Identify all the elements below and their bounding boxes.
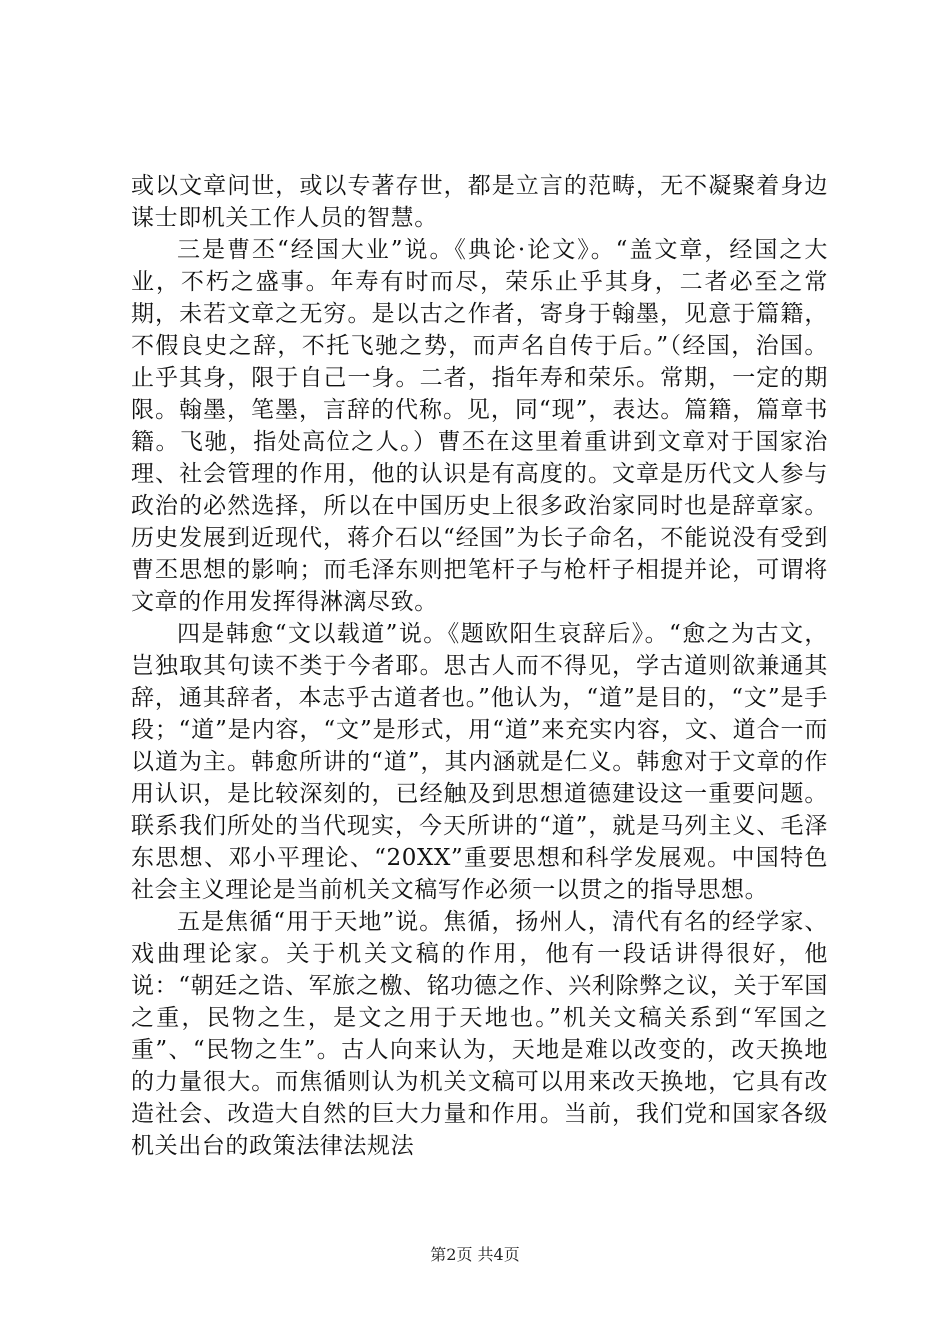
- paragraph-2: 三是曹丕“经国大业”说。《典论·论文》。“盖文章，经国之大业，不朽之盛事。年寿有时而尽，荣乐止乎其身，二者必至之常期，未若文章之无穷。是以古之作者，寄身于翰墨，见意于篇籍，不假良史之辞，不托飞驰之势，而声名自传于后。”（经国，治国。止乎其身，限于自己一身。二者，指年寿和荣乐。常期，一定的期限。翰墨，笔墨，言辞的代称。见，同“现”，表达。篇籍，篇章书籍。飞驰，指处高位之人。）曹丕在这里着重讲到文章对于国家治理、社会管理的作用，他的认识是有高度的。文章是历代文人参与政治的必然选择，所以在中国历史上很多政治家同时也是辞章家。历史发展到近现代，蒋介石以“经国”为长子命名，不能说没有受到曹丕思想的影响；而毛泽东则把笔杆子与枪杆子相提并论，可谓将文章的作用发挥得淋漓尽致。: [131, 237, 828, 615]
- page-footer: [0, 1245, 950, 1265]
- document-body: [131, 170, 828, 1162]
- paragraph-3: 四是韩愈“文以载道”说。《题欧阳生哀辞后》。“愈之为古文，岂独取其句读不类于今者耶。思古人而不得见，学古道则欲兼通其辞，通其辞者，本志乎古道者也。”他认为，“道”是目的，“文”是手段；“道”是内容，“文”是形式，用“道”来充实内容，文、道合一而以道为主。韩愈所讲的“道”，其内涵就是仁义。韩愈对于文章的作用认识，是比较深刻的，已经触及到思想道德建设这一重要问题。联系我们所处的当代现实，今天所讲的“道”，就是马列主义、毛泽东思想、邓小平理论、“20XX”重要思想和科学发展观。中国特色社会主义理论是当前机关文稿写作必须一以贯之的指导思想。: [131, 621, 828, 903]
- paragraph-1: 或以文章问世，或以专著存世，都是立言的范畴，无不凝聚着身边谋士即机关工作人员的智慧。: [131, 173, 828, 231]
- page-number-label: 第2页 共4页: [430, 1245, 520, 1264]
- paragraph-4: 五是焦循“用于天地”说。焦循，扬州人，清代有名的经学家、戏曲理论家。关于机关文稿的作用，他有一段话讲得很好，他说：“朝廷之诰、军旅之檄、铭功德之作、兴利除弊之议，关于军国之重，民物之生，是文之用于天地也。”机关文稿关系到“军国之重”、“民物之生”。古人向来认为，天地是难以改变的，改天换地的力量很大。而焦循则认为机关文稿可以用来改天换地，它具有改造社会、改造大自然的巨大力量和作用。当前，我们党和国家各级机关出台的政策法律法规法: [131, 909, 828, 1159]
